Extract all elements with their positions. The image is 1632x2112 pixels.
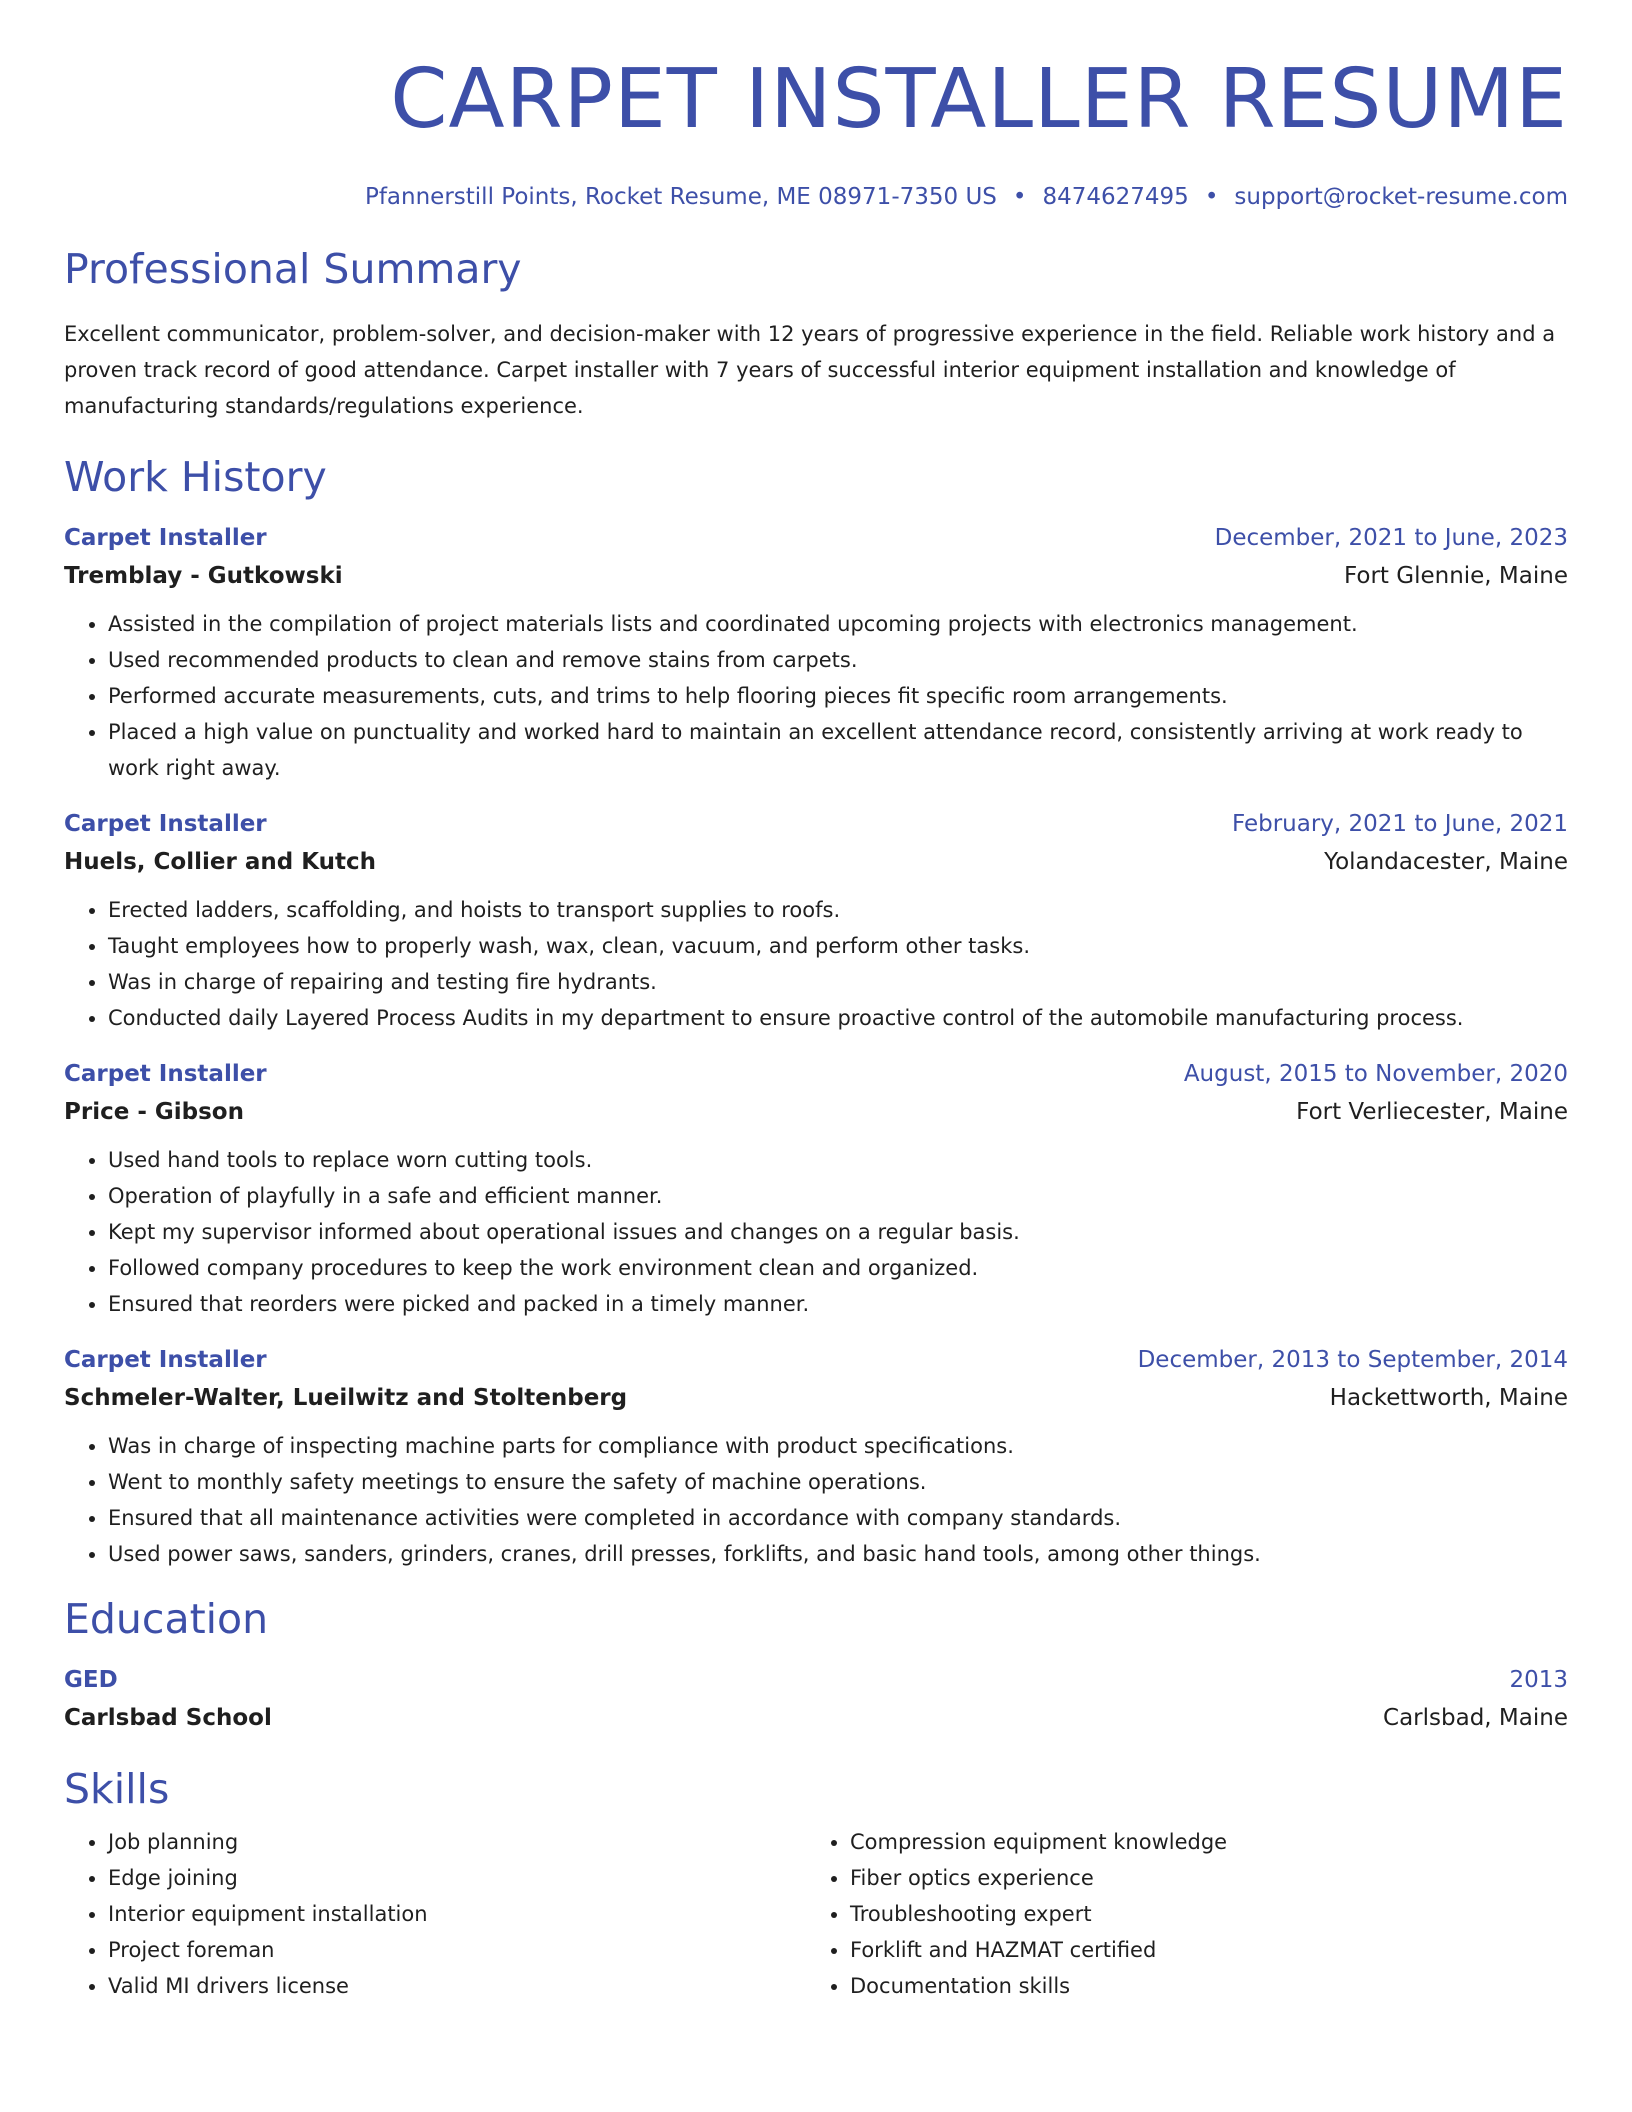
education-degree: GED bbox=[64, 1667, 118, 1693]
contact-line bbox=[64, 182, 1568, 212]
job-dates: February, 2021 to June, 2021 bbox=[1231, 811, 1568, 837]
education-location: Carlsbad, Maine bbox=[1383, 1705, 1568, 1731]
job-entry bbox=[64, 1342, 1568, 1572]
skill-item: • Interior equipment installation bbox=[108, 1896, 806, 1932]
job-bullets bbox=[64, 892, 1568, 1036]
job-bullet: • Followed company procedures to keep the work environment clean and organized. bbox=[108, 1250, 1568, 1286]
job-bullet: • Operation of playfully in a safe and efficient manner. bbox=[108, 1178, 1568, 1214]
skill-item: • Edge joining bbox=[108, 1860, 806, 1896]
education-school: Carlsbad School bbox=[64, 1705, 272, 1731]
job-bullet: • Used recommended products to clean and remove stains from carpets. bbox=[108, 642, 1568, 678]
contact-email: support@rocket-resume.com bbox=[1234, 184, 1568, 210]
job-bullet: • Conducted daily Layered Process Audits in my department to ensure proactive control of the automobile manufacturing process. bbox=[108, 1000, 1568, 1036]
skill-item: • Troubleshooting expert bbox=[850, 1896, 1548, 1932]
skill-item: • Project foreman bbox=[108, 1932, 806, 1968]
job-dates: August, 2015 to November, 2020 bbox=[1183, 1061, 1568, 1087]
job-bullet: • Was in charge of repairing and testing fire hydrants. bbox=[108, 964, 1568, 1000]
job-company: Tremblay - Gutkowski bbox=[64, 563, 343, 589]
job-bullet: • Ensured that all maintenance activities were completed in accordance with company standards. bbox=[108, 1500, 1568, 1536]
summary-text: Excellent communicator, problem-solver, and decision-maker with 12 years of progressive experience in the field. Reliable work history and a proven track record of good attendance. Carpet installer with 7 years of successful interior equipment installation and knowledge of manufacturing standards/regulations experience. bbox=[64, 322, 1556, 418]
job-dates: December, 2021 to June, 2023 bbox=[1214, 525, 1568, 551]
work-history-heading: Work History bbox=[64, 453, 327, 501]
summary-heading: Professional Summary bbox=[64, 245, 522, 293]
job-location: Hackettworth, Maine bbox=[1329, 1385, 1568, 1411]
job-company: Schmeler-Walter, Lueilwitz and Stoltenberg bbox=[64, 1385, 628, 1411]
job-bullet: • Performed accurate measurements, cuts, and trims to help flooring pieces fit specific room arrangements. bbox=[108, 678, 1568, 714]
skills-list bbox=[64, 1824, 1568, 2004]
job-location: Fort Glennie, Maine bbox=[1343, 563, 1568, 589]
job-role: Carpet Installer bbox=[64, 525, 267, 551]
contact-separator: • bbox=[1012, 184, 1027, 210]
job-role: Carpet Installer bbox=[64, 1347, 267, 1373]
job-company: Price - Gibson bbox=[64, 1099, 244, 1125]
job-bullet: • Placed a high value on punctuality and worked hard to maintain an excellent attendance record, consistently arriving at work ready to work right away. bbox=[108, 714, 1568, 786]
education-heading: Education bbox=[64, 1595, 269, 1643]
job-bullet: • Used power saws, sanders, grinders, cranes, drill presses, forklifts, and basic hand tools, among other things. bbox=[108, 1536, 1568, 1572]
job-bullet: • Assisted in the compilation of project materials lists and coordinated upcoming projects with electronics management. bbox=[108, 606, 1568, 642]
job-role: Carpet Installer bbox=[64, 811, 267, 837]
job-bullet: • Erected ladders, scaffolding, and hoists to transport supplies to roofs. bbox=[108, 892, 1568, 928]
job-entry bbox=[64, 806, 1568, 1036]
job-dates: December, 2013 to September, 2014 bbox=[1137, 1347, 1568, 1373]
resume-page bbox=[64, 0, 1568, 2004]
job-bullet: • Kept my supervisor informed about operational issues and changes on a regular basis. bbox=[108, 1214, 1568, 1250]
skills-heading: Skills bbox=[64, 1765, 170, 1813]
job-entry bbox=[64, 1056, 1568, 1322]
job-location: Fort Verliecester, Maine bbox=[1296, 1099, 1568, 1125]
job-bullets bbox=[64, 1428, 1568, 1572]
job-role: Carpet Installer bbox=[64, 1061, 267, 1087]
skill-item: • Compression equipment knowledge bbox=[850, 1824, 1548, 1860]
work-history-list bbox=[64, 520, 1568, 1572]
education-entry bbox=[64, 1662, 1568, 1738]
job-bullets bbox=[64, 1142, 1568, 1322]
education-year: 2013 bbox=[1509, 1667, 1568, 1693]
contact-address: Pfannerstill Points, Rocket Resume, ME 08971-7350 US bbox=[364, 184, 997, 210]
job-company: Huels, Collier and Kutch bbox=[64, 849, 376, 875]
skill-item: • Job planning bbox=[108, 1824, 806, 1860]
job-bullet: • Taught employees how to properly wash, wax, clean, vacuum, and perform other tasks. bbox=[108, 928, 1568, 964]
skill-item: • Documentation skills bbox=[850, 1968, 1548, 2004]
job-bullet: • Used hand tools to replace worn cutting tools. bbox=[108, 1142, 1568, 1178]
contact-phone: 8474627495 bbox=[1042, 184, 1189, 210]
contact-separator: • bbox=[1204, 184, 1219, 210]
skill-item: • Fiber optics experience bbox=[850, 1860, 1548, 1896]
skills-column-left bbox=[64, 1824, 806, 2004]
job-bullet: • Was in charge of inspecting machine parts for compliance with product specifications. bbox=[108, 1428, 1568, 1464]
skills-column-right bbox=[806, 1824, 1548, 2004]
resume-title: CARPET INSTALLER RESUME bbox=[390, 52, 1568, 147]
skill-item: • Forklift and HAZMAT certified bbox=[850, 1932, 1548, 1968]
job-location: Yolandacester, Maine bbox=[1324, 849, 1568, 875]
job-bullet: • Went to monthly safety meetings to ensure the safety of machine operations. bbox=[108, 1464, 1568, 1500]
job-bullets bbox=[64, 606, 1568, 786]
job-bullet: • Ensured that reorders were picked and packed in a timely manner. bbox=[108, 1286, 1568, 1322]
job-entry bbox=[64, 520, 1568, 786]
skill-item: • Valid MI drivers license bbox=[108, 1968, 806, 2004]
